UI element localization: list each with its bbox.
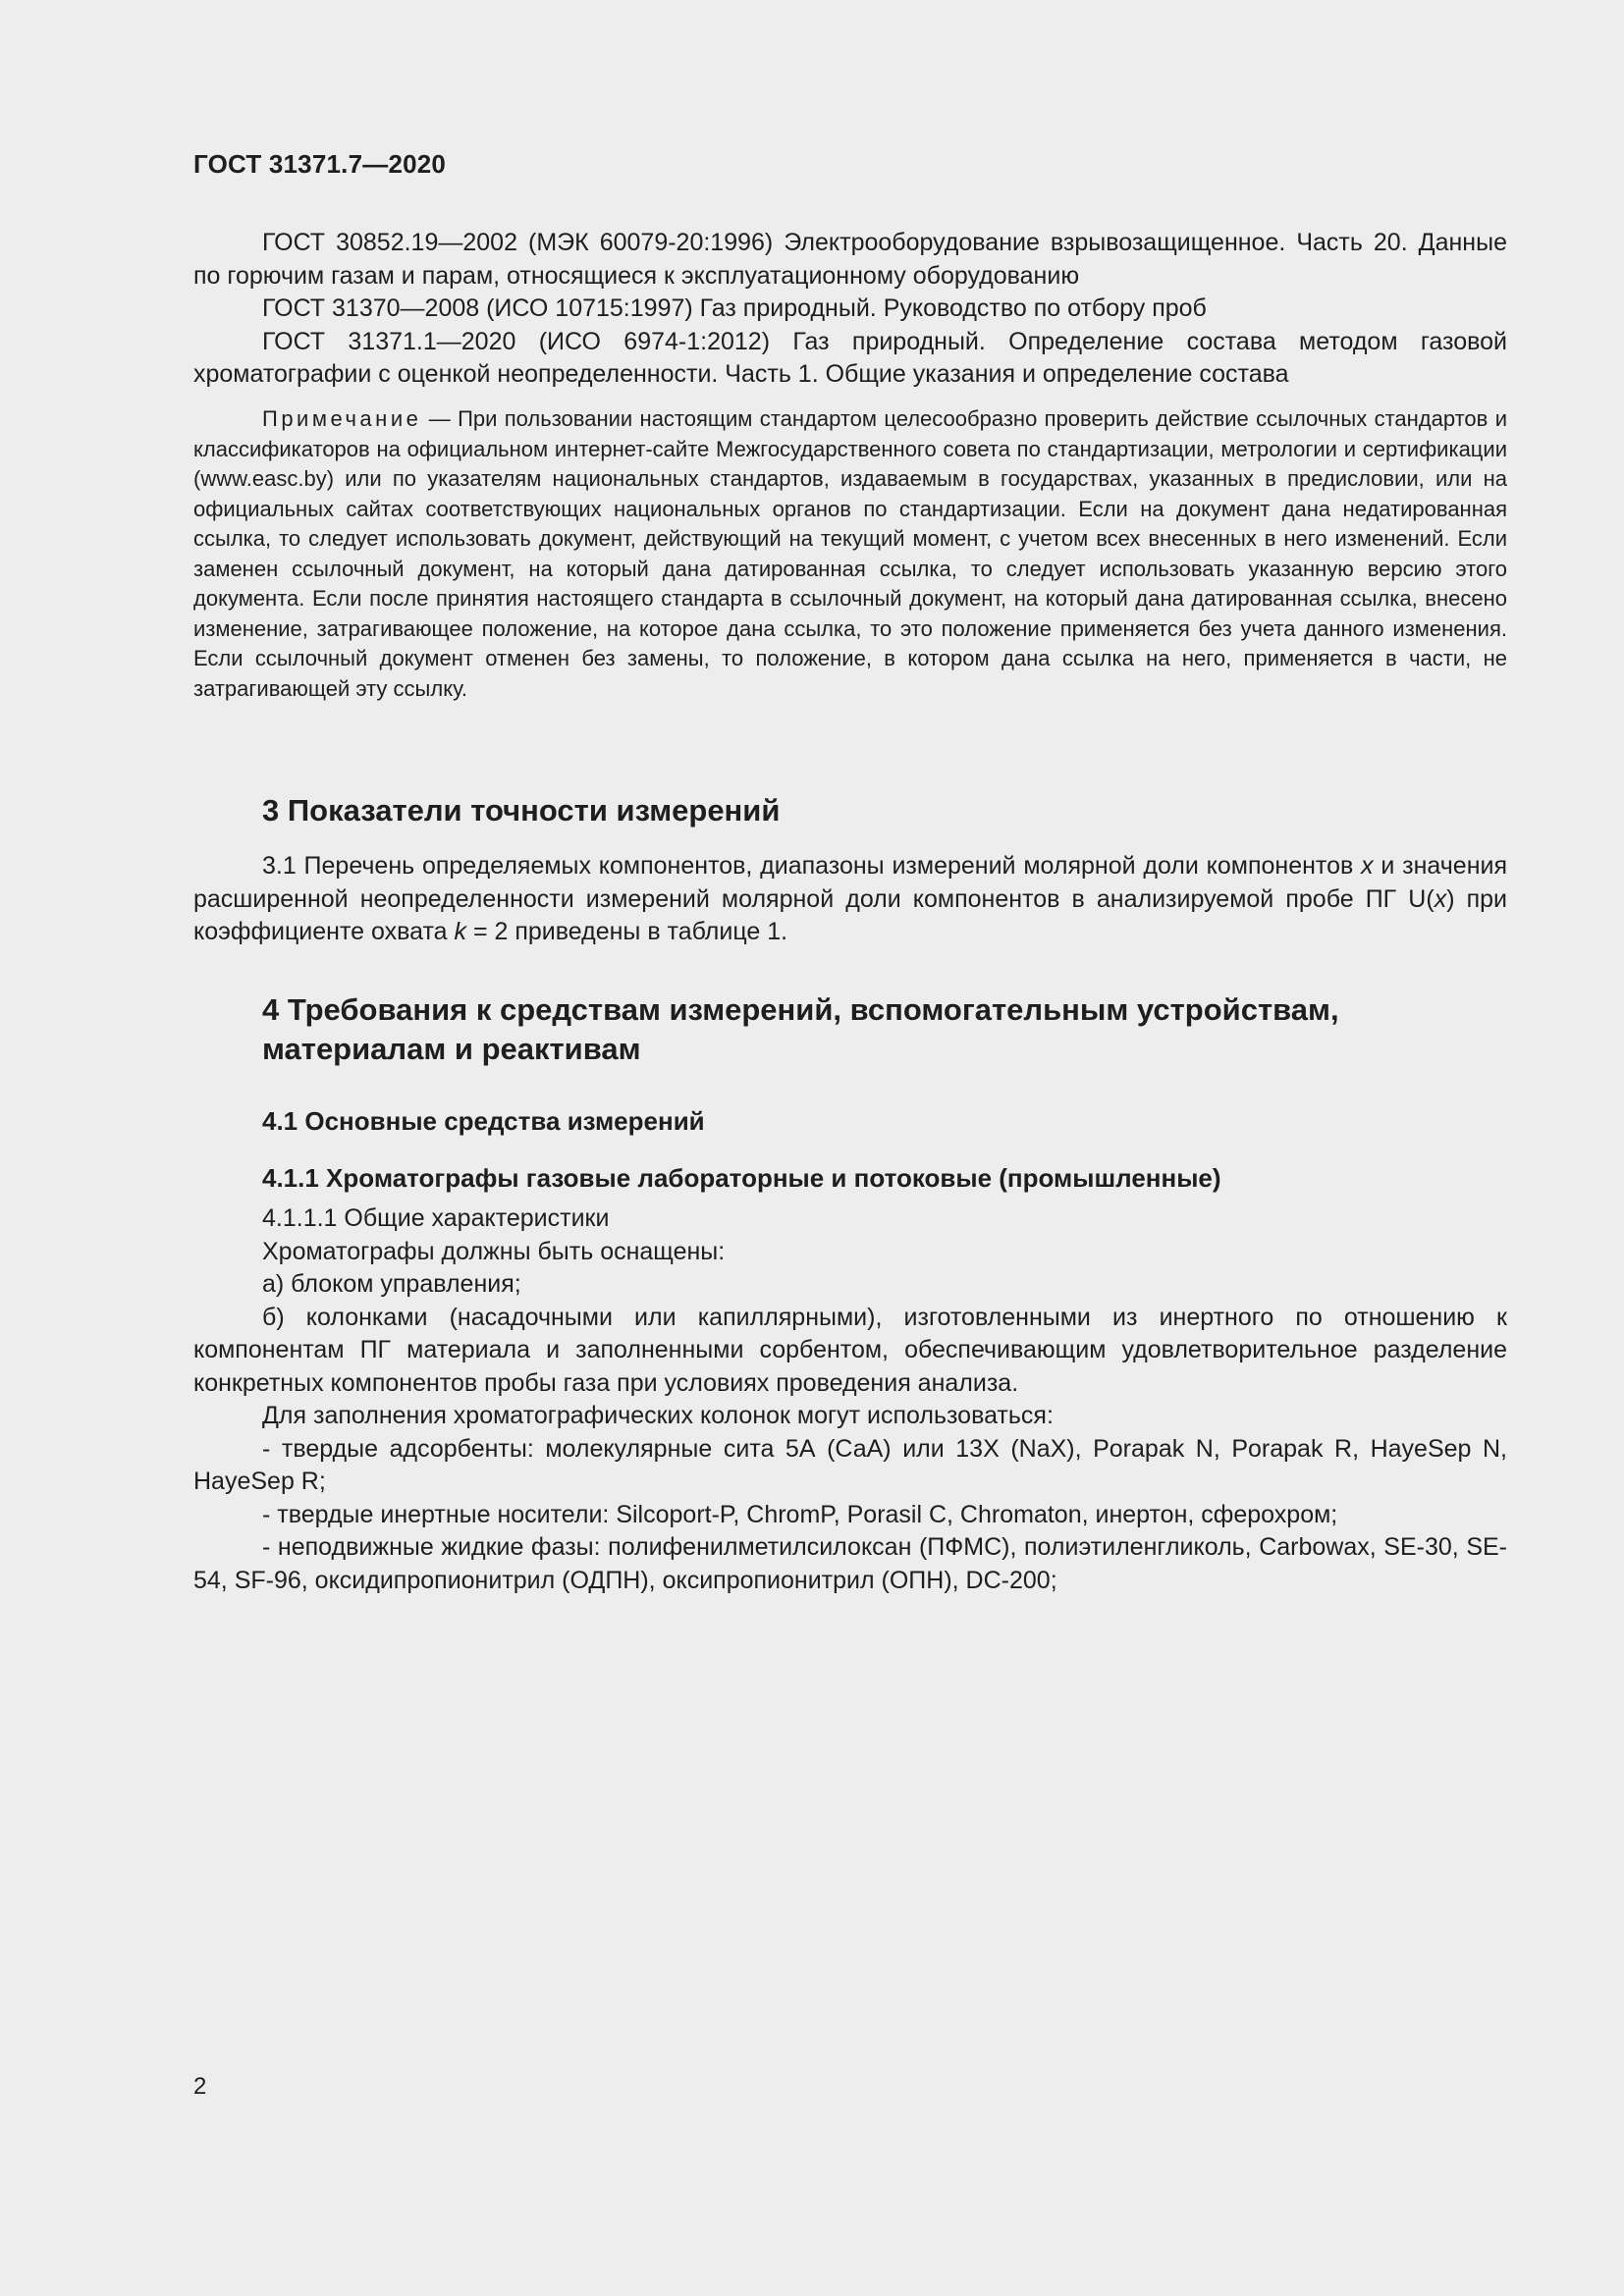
variable-k: k (454, 918, 466, 945)
list-item-b: б) колонками (насадочными или капиллярными), изготовленными из инертного по отношению к компонентам ПГ материала и заполненными сорбентом, обеспечивающим удовлетворительное разделение конкретных компонентов пробы газа при условиях проведения анализа. (193, 1303, 1507, 1397)
note-dash: — (421, 406, 459, 431)
equipment-intro: Хроматографы должны быть оснащены: (262, 1237, 726, 1265)
subsection-4-1-heading: 4.1 Основные средства измерений (262, 1106, 705, 1136)
variable-x: x (1434, 884, 1447, 913)
text-run: 3.1 Перечень определяемых компонентов, диапазоны измерений молярной доли компонентов (262, 852, 1362, 880)
reference-item: ГОСТ 31370—2008 (ИСО 10715:1997) Газ природный. Руководство по отбору проб (262, 294, 1207, 322)
references-list (193, 227, 1507, 392)
text-run: и значения расширенной неопределенности измерений молярной доли компонентов в анализируемой пробе ПГ U( (193, 852, 1508, 913)
reference-item: ГОСТ 31371.1—2020 (ИСО 6974-1:2012) Газ природный. Определение состава методом газовой хроматографии с оценкой неопределенности. Часть 1. Общие указания и определение состава (193, 327, 1507, 388)
clause-4-1-1-1: 4.1.1.1 Общие характеристики (262, 1204, 610, 1232)
fill-item: - неподвижные жидкие фазы: полифенилметилсилоксан (ПФМС), полиэтиленгликоль, Carbowax, SE-30, SE-54, SF-96, оксидипропионитрил (ОДПН), оксипропионитрил (ОПН), DC-200; (193, 1533, 1507, 1594)
note-label: Примечание (262, 406, 422, 431)
fill-item: - твердые инертные носители: Silcoport-P, ChromP, Porasil C, Chromaton, инертон, сферохром; (262, 1500, 1338, 1528)
variable-x: x (1361, 852, 1374, 880)
text-run: ) при коэффициенте охвата (193, 884, 1507, 945)
section-4-body (193, 1202, 1507, 1597)
section-4-heading: 4 Требования к средствам измерений, вспомогательным устройствам, материалам и реактивам (262, 992, 1339, 1066)
list-item-a: а) блоком управления; (262, 1270, 521, 1298)
subsection-4-1-1-heading: 4.1.1 Хроматографы газовые лабораторные и потоковые (промышленные) (262, 1163, 1221, 1193)
fill-intro: Для заполнения хроматографических колонок могут использоваться: (262, 1402, 1054, 1429)
reference-item: ГОСТ 30852.19—2002 (МЭК 60079-20:1996) Электрооборудование взрывозащищенное. Часть 20. Данные по горючим газам и парам, относящиеся к эксплуатационному оборудованию (193, 229, 1507, 290)
paragraph-3-1 (193, 850, 1507, 949)
document-id: ГОСТ 31371.7—2020 (193, 149, 447, 179)
text-run: = 2 приведены в таблице 1. (466, 918, 788, 945)
note-paragraph (193, 404, 1507, 704)
page-number: 2 (193, 2073, 207, 2100)
section-3-body (193, 850, 1507, 949)
section-3-heading: 3 Показатели точности измерений (262, 793, 781, 828)
fill-item: - твердые адсорбенты: молекулярные сита 5А (СаА) или 13Х (NaX), Porapak N, Porapak R, HayeSep N, HayeSep R; (193, 1434, 1507, 1495)
note-text: При пользовании настоящим стандартом целесообразно проверить действие ссылочных стандартов и классификаторов на официальном интернет-сайте Межгосударственного совета по стандартизации, метрологии и сертификации (www.easc.by) или по указателям национальных стандартов, издаваемым в государствах, указанных в предисловии, или на официальных сайтах соответствующих национальных органов по стандартизации. Если на документ дана недатированная ссылка, то следует использовать документ, действующий на текущий момент, с учетом всех внесенных в него изменений. Если заменен ссылочный документ, на который дана датированная ссылка, то следует использовать указанную версию этого документа. Если после принятия настоящего стандарта в ссылочный документ, на который дана датированная ссылка, внесено изменение, затрагивающее положение, на которое дана ссылка, то это положение применяется без учета данного изменения. Если ссылочный документ отменен без замены, то положение, в котором дана ссылка на него, применяется в части, не затрагивающей эту ссылку. (193, 406, 1507, 701)
